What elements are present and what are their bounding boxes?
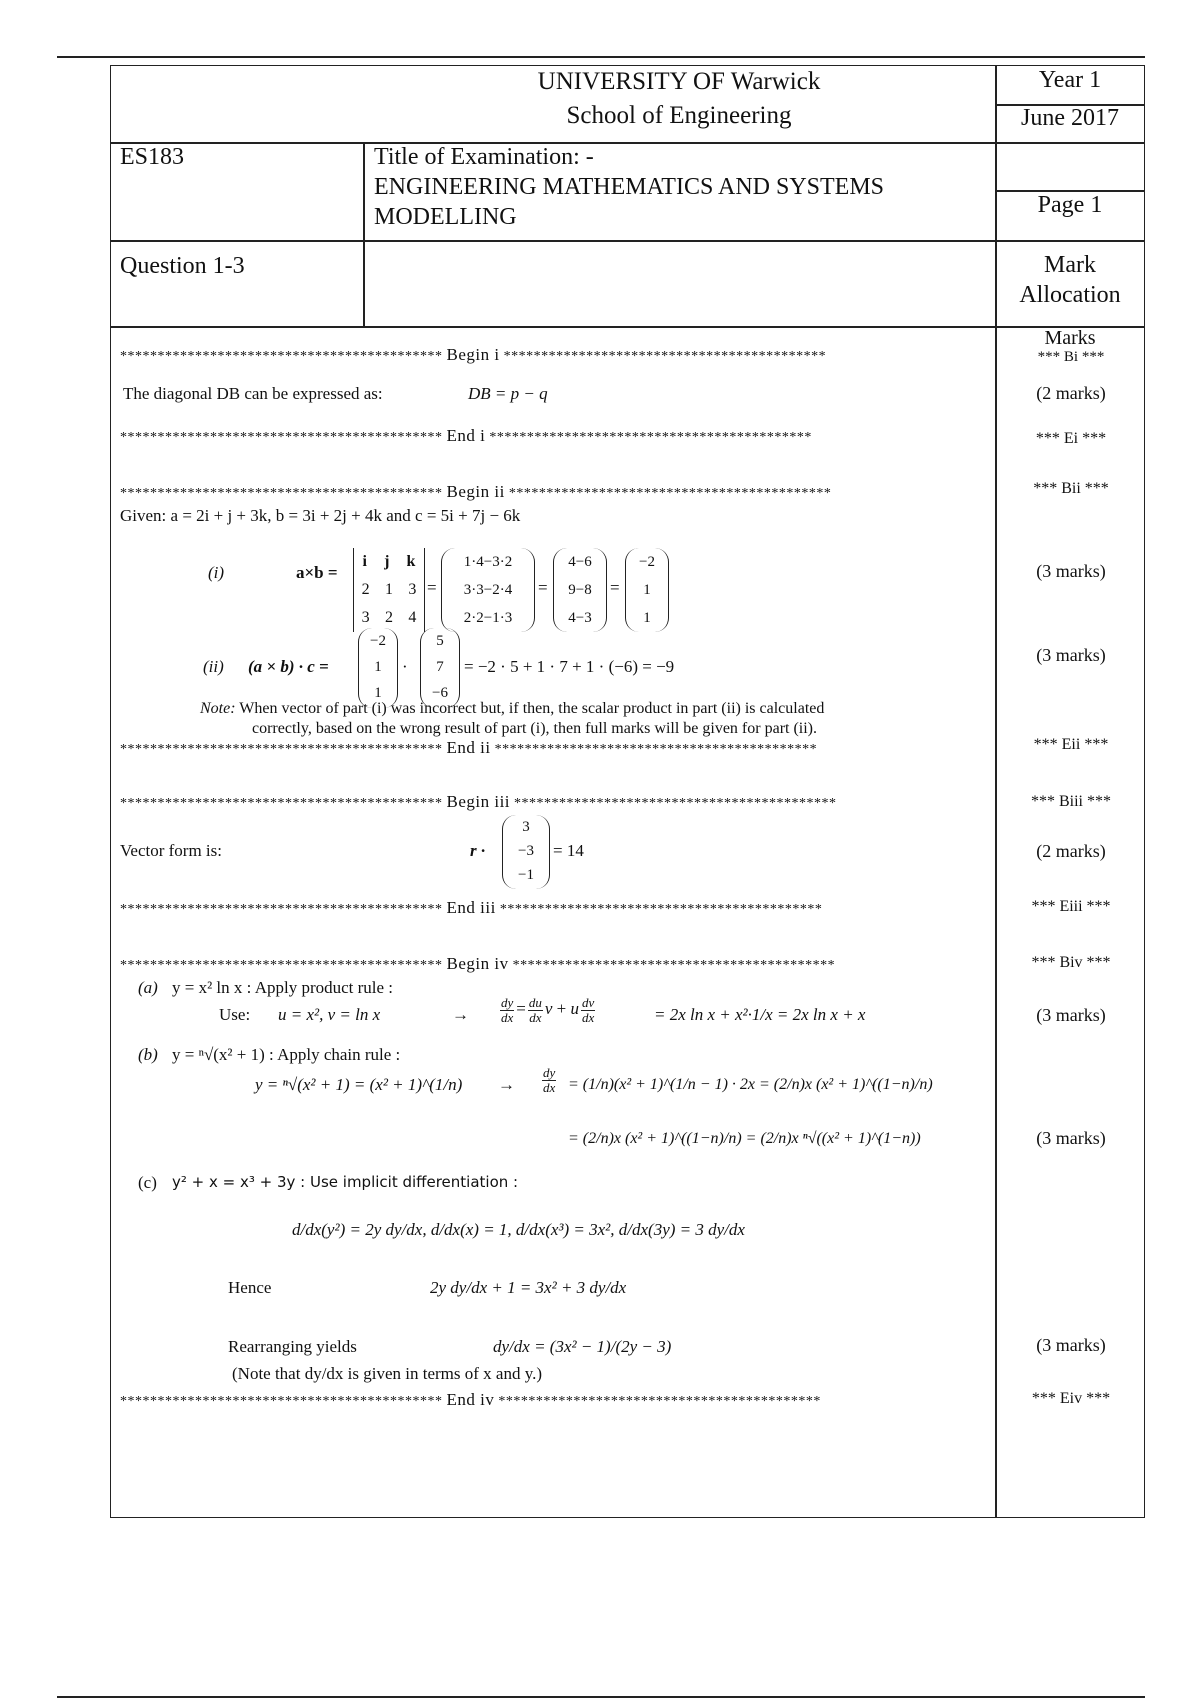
university-name: UNIVERSITY OF Warwick xyxy=(537,68,821,95)
dot-vector-2 xyxy=(420,628,460,708)
rearrange-label: Rearranging yields xyxy=(228,1337,357,1356)
top-rule xyxy=(57,56,1145,58)
part-iii-text: Vector form is: xyxy=(120,841,222,860)
part-a-marks: (3 marks) xyxy=(1036,1005,1106,1025)
marker-bii: *** Bii *** xyxy=(1033,480,1109,497)
cross-res-y: 1 xyxy=(643,582,651,598)
part-b-result-1: = (1/n)(x² + 1)^(1/n − 1) · 2x = (2/n)x (x² + 1)^((1−n)/n) xyxy=(568,1076,933,1093)
marker-ei: *** Ei *** xyxy=(1035,430,1107,447)
part-ii-label-ii: (ii) xyxy=(203,657,224,676)
normal-z: −1 xyxy=(518,867,534,883)
part-iii-marks: (2 marks) xyxy=(1036,841,1106,861)
determinant xyxy=(353,548,425,632)
det-k: k xyxy=(406,553,416,570)
exam-date: June 2017 xyxy=(1021,105,1119,131)
cross-v2-x: 4−6 xyxy=(568,554,592,570)
dot-v2-z: −6 xyxy=(432,685,448,701)
dot-rhs: = −2 · 5 + 1 · 7 + 1 · (−6) = −9 xyxy=(464,657,675,676)
cross-v1-z: 2·2−1·3 xyxy=(463,610,513,626)
marker-eiv: *** Eiv *** xyxy=(1031,1390,1111,1407)
exam-title-line2: MODELLING xyxy=(374,204,517,230)
part-b-arrow: → xyxy=(498,1075,515,1094)
mark-allocation-2: Allocation xyxy=(1019,282,1121,308)
part-c-note: (Note that dy/dx is given in terms of x and y.) xyxy=(232,1364,543,1383)
dot-v2-x: 5 xyxy=(436,633,444,649)
end-iii-divider: ******************************************* End iii ******************************************* xyxy=(120,898,823,917)
part-b-line1: y = ⁿ√(x² + 1) = (x² + 1)^(1/n) xyxy=(255,1075,463,1094)
part-i-equation: DB = p − q xyxy=(468,384,548,403)
exam-title-label: Title of Examination: - xyxy=(374,144,594,170)
begin-ii-divider: ******************************************* Begin ii ******************************************* xyxy=(120,482,832,501)
end-iv-divider: ******************************************* End iv ******************************************* xyxy=(120,1390,821,1409)
det-r2c3: 3 xyxy=(408,581,417,598)
det-r3c1: 3 xyxy=(361,609,370,626)
end-i-divider: ******************************************* End i ******************************************* xyxy=(120,426,812,445)
part-a-use: Use: xyxy=(219,1005,251,1024)
part-iii-rhs: = 14 xyxy=(553,841,584,860)
mark-allocation-1: Mark xyxy=(1044,252,1096,278)
cross-vector-2 xyxy=(553,548,607,632)
normal-x: 3 xyxy=(522,819,530,835)
marker-biii: *** Biii *** xyxy=(1030,793,1111,810)
cross-vector-1 xyxy=(441,548,535,632)
title-divider xyxy=(110,240,1145,242)
part-a-label: (a) xyxy=(138,978,158,997)
det-r2c2: 1 xyxy=(384,581,393,598)
end-ii-divider: ******************************************* End ii ******************************************* xyxy=(120,738,818,757)
part-c-label: (c) xyxy=(138,1173,157,1192)
school-name: School of Engineering xyxy=(566,102,792,129)
det-r2c1: 2 xyxy=(361,581,370,598)
dot-v1-x: −2 xyxy=(370,633,386,649)
cross-result-vector xyxy=(625,548,669,632)
part-i-text: The diagonal DB can be expressed as: xyxy=(123,384,383,403)
begin-iv-divider: ******************************************* Begin iv ******************************************* xyxy=(120,954,836,973)
part-c-question: y² + x = x³ + 3y : Use implicit differentiation : xyxy=(172,1173,519,1191)
part-b-question: y = ⁿ√(x² + 1) : Apply chain rule : xyxy=(172,1045,401,1064)
question-range: Question 1-3 xyxy=(120,253,245,279)
marker-bi: *** Bi *** xyxy=(1037,349,1105,365)
marker-eii: *** Eii *** xyxy=(1033,736,1109,753)
dot-v1-z: 1 xyxy=(374,685,382,701)
dot-marks: (3 marks) xyxy=(1036,645,1106,665)
part-a-uv: u = x², v = ln x xyxy=(278,1005,381,1024)
det-j: j xyxy=(384,553,390,570)
part-b-dydx: $\frac{dy}{dx}$ xyxy=(543,1065,556,1095)
dot-vector-1 xyxy=(358,628,398,708)
exam-title-line1: ENGINEERING MATHEMATICS AND SYSTEMS xyxy=(374,174,885,200)
cross-v1-x: 1·4−3·2 xyxy=(463,554,513,570)
module-code: ES183 xyxy=(120,144,185,170)
cross-lhs: a×b = xyxy=(296,563,338,582)
part-a-result: = 2x ln x + x²·1/x = 2x ln x + x xyxy=(654,1005,866,1024)
note-line-1 xyxy=(200,700,824,718)
part-b-label: (b) xyxy=(138,1045,158,1064)
normal-y: −3 xyxy=(518,843,534,859)
det-r3c3: 4 xyxy=(408,609,417,626)
normal-vector xyxy=(502,815,550,889)
note-label: Note: xyxy=(200,700,236,717)
part-i-marks: (2 marks) xyxy=(1036,383,1106,403)
hence-label: Hence xyxy=(228,1278,272,1297)
part-b-marks: (3 marks) xyxy=(1036,1128,1106,1148)
part-a-question: y = x² ln x : Apply product rule : xyxy=(172,978,394,997)
part-iii-r: r · xyxy=(470,841,486,860)
note-text-1: When vector of part (i) was incorrect but, if then, the scalar product in part (ii) is calculated xyxy=(239,700,825,717)
cross-res-z: 1 xyxy=(643,610,651,626)
part-c-marks: (3 marks) xyxy=(1036,1335,1106,1355)
year-label: Year 1 xyxy=(1038,67,1102,93)
dot-lhs: (a × b) · c = xyxy=(248,657,329,676)
question-divider xyxy=(110,326,1145,328)
part-b-result-2: = (2/n)x (x² + 1)^((1−n)/n) = (2/n)x ⁿ√((x² + 1)^(1−n)) xyxy=(568,1130,921,1147)
part-c-derivatives: d/dx(y²) = 2y dy/dx, d/dx(x) = 1, d/dx(x³) = 3x², d/dx(3y) = 3 dy/dx xyxy=(292,1220,745,1239)
cross-v2-z: 4−3 xyxy=(568,610,592,626)
part-ii-label-i: (i) xyxy=(208,563,225,582)
part-a-derivative: $\frac{dy}{dx}$ = $\frac{du}{dx}$ v + u $\frac{dv}{dx}$ xyxy=(501,995,595,1025)
dot-v2-y: 7 xyxy=(436,659,444,675)
rearrange-equation: dy/dx = (3x² − 1)/(2y − 3) xyxy=(493,1337,672,1356)
cross-marks: (3 marks) xyxy=(1036,561,1106,581)
det-r3c2: 2 xyxy=(384,609,393,626)
cross-res-x: −2 xyxy=(639,554,655,570)
marker-biv: *** Biv *** xyxy=(1031,954,1111,971)
cross-v2-y: 9−8 xyxy=(568,582,592,598)
begin-iii-divider: ******************************************* Begin iii ******************************************* xyxy=(120,792,837,811)
note-line-2: correctly, based on the wrong result of part (i), then full marks will be given for part (ii). xyxy=(252,720,818,737)
det-i: i xyxy=(362,553,367,570)
header-divider xyxy=(110,142,1145,144)
marks-heading: Marks xyxy=(1044,327,1096,349)
begin-i-divider: ******************************************* Begin i ******************************************* xyxy=(120,345,827,364)
part-a-arrow: → xyxy=(452,1005,469,1024)
cross-v1-y: 3·3−2·4 xyxy=(463,582,513,598)
marker-eiii: *** Eiii *** xyxy=(1031,898,1111,915)
code-column-divider xyxy=(363,142,365,328)
hence-equation: 2y dy/dx + 1 = 3x² + 3 dy/dx xyxy=(430,1278,627,1297)
part-ii-given: Given: a = 2i + j + 3k, b = 3i + 2j + 4k and c = 5i + 7j − 6k xyxy=(120,506,521,525)
dot-v1-y: 1 xyxy=(374,659,382,675)
page-number: Page 1 xyxy=(1037,192,1103,218)
bottom-rule xyxy=(57,1696,1145,1698)
